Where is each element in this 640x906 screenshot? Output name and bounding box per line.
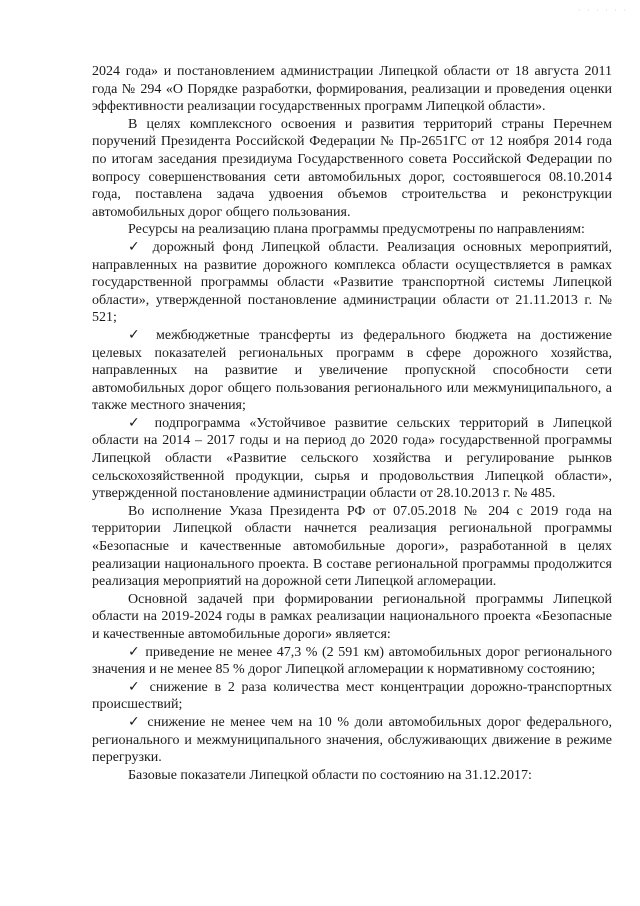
paragraph-tasks-intro: В целях комплексного освоения и развития территорий страны Перечнем поручений Президента Российской Федерации № Пр-2651ГС от 12 ноября 2014 года по итогам заседания президиума Государственного совета Российской Федерации по вопросу совершенствования сети автомобильных дорог, состоявшегося 08.10.2014 года, поставлена задача удвоения объемов строительства и реконструкции автомобильных дорог общего пользования. — [92, 116, 612, 220]
paragraph-continuation: 2024 года» и постановлением администрации Липецкой области от 18 августа 2011 года № 294 «О Порядке разработки, формирования, реализации и проведения оценки эффективности реализации государственных программ Липецкой области». — [92, 64, 612, 115]
paragraph-decree: Во исполнение Указа Президента РФ от 07.05.2018 № 204 с 2019 года на территории Липецкой области начнется реализация региональной программы «Безопасные и качественные автомобильные дороги», разработанной в целях реализации национального проекта. В составе региональной программы продолжится реализация мероприятий на дорожной сети Липецкой агломерации. — [92, 503, 612, 590]
list-item-road-fund: ✓ дорожный фонд Липецкой области. Реализация основных мероприятий, направленных на развитие дорожного комплекса области осуществляется в рамках государственной программы области «Развитие транспортной системы Липецкой области», утвержденной постановление администрации области от 21.11.2013 г. № 521; — [92, 238, 612, 326]
paragraph-resources: Ресурсы на реализацию плана программы предусмотрены по направлениям: — [128, 222, 585, 238]
list-item-roads-normative: ✓ приведение не менее 47,3 % (2 591 км) автомобильных дорог регионального значения и не менее 85 % дорог Липецкой агломерации к нормативному состоянию; — [92, 643, 612, 678]
corner-mark: · · · · · · — [578, 6, 628, 15]
list-item-accidents: ✓ снижение в 2 раза количества мест концентрации дорожно-транспортных происшествий; — [92, 678, 612, 713]
list-item-transfers: ✓ межбюджетные трансферты из федерального бюджета на достижение целевых показателей региональных программ в сфере дорожного хозяйства, направленных на развитие и увеличение пропускной способности сети автомобильных дорог общего пользования регионального или межмуниципального, а также местного значения; — [92, 326, 612, 414]
paragraph-main-task: Основной задачей при формировании региональной программы Липецкой области на 2019-2024 годы в рамках реализации национального проекта «Безопасные и качественные автомобильные дороги» является: — [92, 591, 612, 642]
list-item-overload: ✓ снижение не менее чем на 10 % доли автомобильных дорог федерального, регионального и межмуниципального значения, обслуживающих движение в режиме перегрузки. — [92, 713, 612, 766]
document-body — [92, 63, 612, 784]
paragraph-base-indicators: Базовые показатели Липецкой области по состоянию на 31.12.2017: — [128, 767, 532, 783]
list-item-subprogram: ✓ подпрограмма «Устойчивое развитие сельских территорий в Липецкой области на 2014 – 2017 годы и на период до 2020 года» государственной программы Липецкой области «Развитие сельского хозяйства и регулирование рынков сельскохозяйственной продукции, сырья и продовольствия Липецкой области», утвержденной постановление администрации области от 28.10.2013 г. № 485. — [92, 414, 612, 502]
